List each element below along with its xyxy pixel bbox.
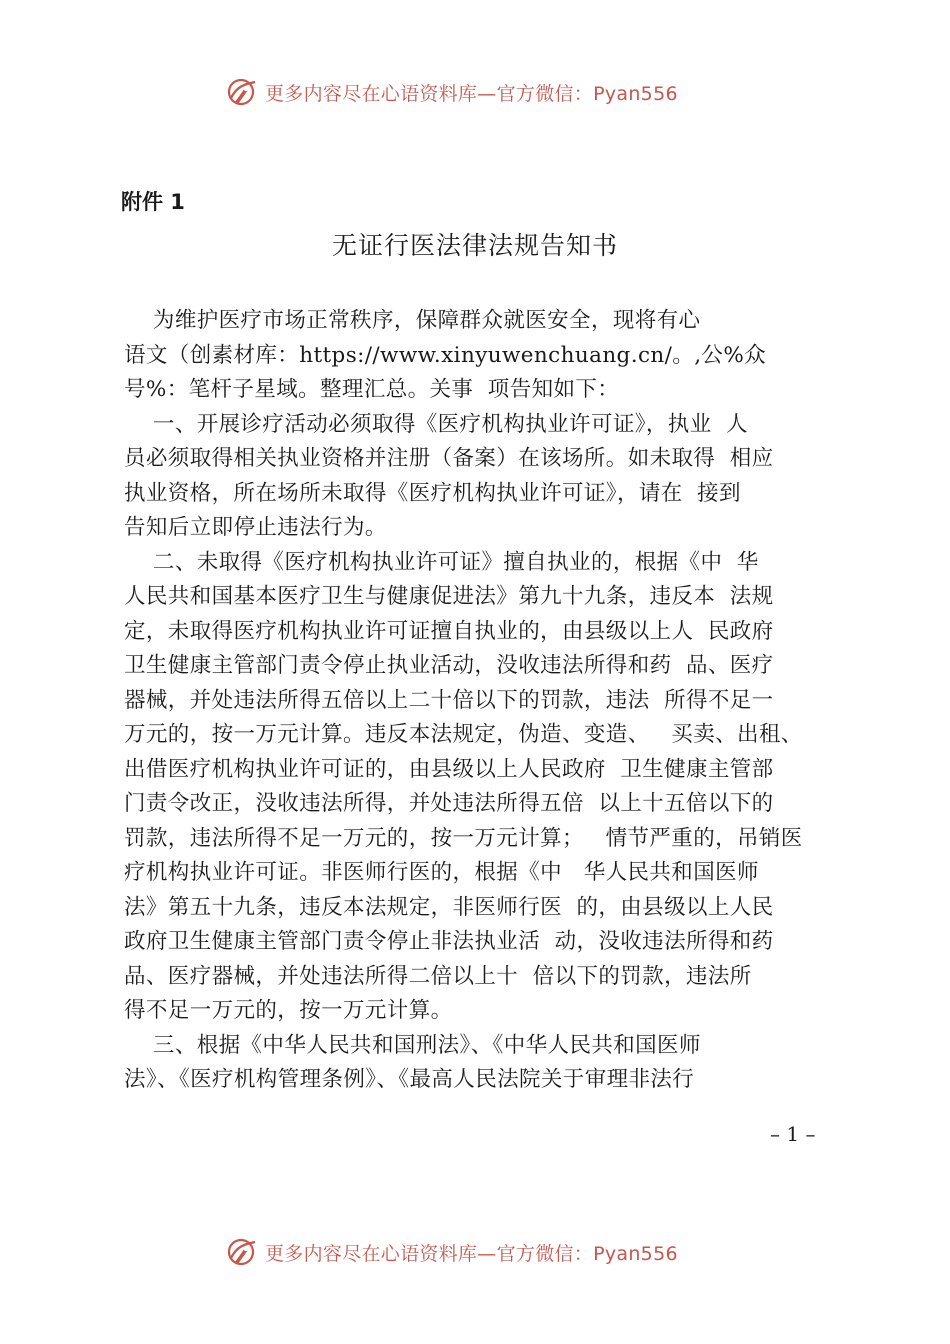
page-number: – 1 – [770,1122,816,1146]
body-line: 法》、《医疗机构管理条例》、《最高人民法院关于审理非法行 [124,1067,695,1092]
watermark-text: 更多内容尽在心语资料库—官方微信：Pyan556 [265,1242,678,1265]
body-line: 门责令改正，没收违法所得，并处违法所得五倍 以上十五倍以下的 [124,791,774,816]
body-line: 语文（创素材库：https://www.xinyuwenchuang.cn/。,公%众 [124,342,767,368]
body-line: 员必须取得相关执业资格并注册（备案）在该场所。如未取得 相应 [124,446,774,471]
watermark-banner-top [225,76,745,108]
body-line: 万元的，按一万元计算。违反本法规定，伪造、变造、 买卖、出租、 [124,722,803,747]
document-title: 无证行医法律法规告知书 [331,231,618,260]
body-line: 二、未取得《医疗机构执业许可证》擅自执业的，根据《中 华 [124,549,759,575]
attachment-label: 附件 1 [121,190,185,214]
body-line: 定，未取得医疗机构执业许可证擅自执业的，由县级以上人 民政府 [124,618,774,644]
body-line: 罚款，违法所得不足一万元的，按一万元计算； 情节严重的，吊销医 [124,825,803,851]
body-line: 器械，并处违法所得五倍以上二十倍以下的罚款，违法 所得不足一 [124,687,774,713]
body-line: 得不足一万元的，按一万元计算。 [124,998,453,1023]
document-body [124,304,829,1098]
body-line: 人民共和国基本医疗卫生与健康促进法》第九十九条，违反本 法规 [124,584,774,609]
body-line: 告知后立即停止违法行为。 [124,515,387,540]
body-line: 一、开展诊疗活动必须取得《医疗机构执业许可证》，执业 人 [124,411,748,437]
body-line: 疗机构执业许可证。非医师行医的，根据《中 华人民共和国医师 [124,860,759,885]
body-line: 三、根据《中华人民共和国刑法》、《中华人民共和国医师 [124,1032,701,1058]
body-line: 号%：笔杆子星域。整理汇总。关事 项告知如下： [124,377,620,402]
body-line: 法》第五十九条，违反本法规定，非医师行医 的，由县级以上人民 [124,894,774,920]
body-line: 为维护医疗市场正常秩序，保障群众就医安全，现将有心 [124,308,701,333]
pen-swirl-logo-icon [225,1236,259,1268]
body-line: 品、医疗器械，并处违法所得二倍以上十 倍以下的罚款，违法所 [124,963,752,989]
body-line: 政府卫生健康主管部门责令停止非法执业活 动，没收违法所得和药 [124,929,774,954]
pen-swirl-logo-icon [225,76,259,108]
watermark-text: 更多内容尽在心语资料库—官方微信：Pyan556 [265,82,678,105]
body-line: 出借医疗机构执业许可证的，由县级以上人民政府 卫生健康主管部 [124,756,774,782]
watermark-banner-bottom [225,1236,745,1268]
body-line: 执业资格，所在场所未取得《医疗机构执业许可证》，请在 接到 [124,480,741,506]
body-line: 卫生健康主管部门责令停止执业活动，没收违法所得和药 品、医疗 [124,653,774,678]
